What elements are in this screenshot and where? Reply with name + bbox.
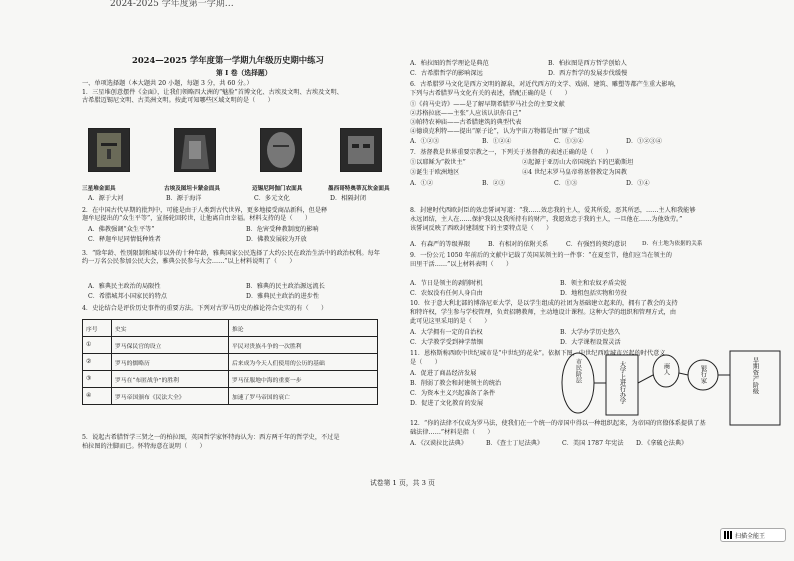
q11-option-c: C．为资本主义兴起准备了条件: [410, 390, 496, 397]
row-number: ②: [83, 354, 112, 371]
q2-option-a: A．佛教强调“众生平等”: [88, 226, 155, 233]
row-number: ①: [83, 337, 112, 354]
q6-option-d: D．①②③④: [626, 138, 662, 145]
q6-option-c: C．①③④: [554, 138, 584, 145]
th-inference: 推论: [229, 320, 378, 337]
q5-stem-2: 柏拉图的注脚而已。怀特海意在说明（ ）: [82, 443, 206, 450]
q9-option-b: B．领主和农奴矛盾尖锐: [560, 280, 627, 287]
diagram-connector: [679, 373, 688, 375]
q6-option-b: B．①②④: [482, 138, 512, 145]
table-row: [83, 354, 378, 371]
q11-option-d: D．促进了文化教育的发展: [410, 400, 484, 407]
row-inference: 后来成为今天人们使用的公历的基础: [229, 354, 378, 371]
th-number: 序号: [83, 320, 112, 337]
q7-item-4: ④4 世纪末罗马皇帝将基督教定为国教: [522, 169, 627, 176]
q7-item-1: ①以耶稣为“救世主”: [410, 159, 466, 166]
q5-option-c: C．古希腊哲学的影响深远: [410, 70, 483, 77]
q4-stem: 4．史论结合是评价历史事件的重要方法。下列对古罗马历史的推论符合史实的有（ ）: [82, 305, 328, 312]
q5-stem-1: 5．说起古希腊哲学三贤之一的柏拉图，英国哲学家怀特海认为：西方两千年的哲学史，不过是: [82, 434, 340, 441]
q11-option-b: B．削弱了教会和封建领主的统治: [410, 380, 502, 387]
q11-stem-1: 11．恩格斯称西欧中世纪城市是“中世纪的花朵”。依据下图，中世纪西欧城市兴起的时代意义: [410, 350, 666, 357]
q12-option-b: B．《查士丁尼法典》: [486, 440, 544, 447]
q8-option-a: A．有森严的等级界限: [410, 241, 471, 248]
caption-1: 三星堆金面具: [82, 186, 116, 192]
q1-stem-2: 古希腊迈锡尼文明、古美洲文明。按此可知哪些区域文明的是（ ）: [82, 97, 274, 104]
q12-option-c: C．美国 1787 年宪法: [562, 440, 624, 447]
q2-stem-2: 迦牟尼提出的“众生平等”，宣扬轮回转世，让他离自由幸福。材料支持的是（ ）: [82, 215, 312, 222]
q8-stem-3: 该誓词反映了西欧封建制度下的主要特点是（ ）: [410, 225, 553, 232]
diagram-label-2: 大学上进行办学: [618, 361, 626, 405]
q9-option-d: D．地租包括实物和劳役: [560, 290, 627, 297]
caption-2: 古埃及图坦卡蒙金面具: [164, 186, 220, 192]
q10-option-a: A．大学拥有一定的自治权: [410, 329, 483, 336]
q7-option-d: D．①④: [626, 180, 650, 187]
q8-option-b: B．有相对的依附关系: [488, 241, 549, 248]
q3-option-c: C．希腊城邦小国家民的特点: [88, 293, 167, 300]
q11-stem-2: 是（ ）: [410, 359, 441, 366]
q9-option-a: A．节日是领主的剥削时机: [410, 280, 483, 287]
scanner-watermark: [720, 528, 786, 542]
q6-stem-2: 下列与古希腊罗马文化有关的表述，搭配正确的是（ ）: [410, 90, 571, 97]
row-inference: 加速了罗马帝国的衰亡: [229, 388, 378, 405]
diagram-label-5: 早期资产阶级: [751, 357, 759, 395]
mask-image-tutankhamun: [174, 128, 216, 172]
diagram-label-3: 商人: [662, 363, 670, 376]
row-number: ③: [83, 371, 112, 388]
mask-image-sanxingdui: [88, 128, 130, 172]
row-fact: 罗马保民官的设立: [112, 337, 229, 354]
q12-option-d: D．《拿破仑法典》: [636, 440, 688, 447]
q8-option-c: C．有强烈的契约意识: [566, 241, 627, 248]
q12-stem-2: 础法律……”材料是指（ ）: [410, 429, 494, 436]
th-fact: 史实: [112, 320, 229, 337]
q2-option-c: C．释迦牟尼同情低种姓者: [88, 236, 161, 243]
q5-option-a: A．柏拉图的哲学理论是典范: [410, 60, 489, 67]
q7-option-c: C．①③: [554, 180, 578, 187]
q6-item-2: ②苏格拉底——主张“人应该认识你自己”: [410, 110, 522, 117]
q10-option-d: D．大学课程设置灵活: [560, 339, 621, 346]
qr-icon: [724, 531, 732, 539]
q10-stem-2: 和特许权，学生参与学校管理，负责招聘教师，主动地设计课程。这种大学的组织和管理方式，由: [410, 309, 677, 316]
q10-stem-1: 10．位于意大利北部的博洛尼亚大学，是以学生组成的社团为基础建立起来的，拥有了教会的支持: [410, 300, 678, 307]
q3-option-a: A．雅典民主政治的局限性: [88, 283, 161, 290]
q2-option-d: D．佛教发展较为开放: [246, 236, 307, 243]
row-fact: 罗马的儒略历: [112, 354, 229, 371]
q6-item-4: ④德谟克利特——提出“原子论”，认为宇宙万物都是由“原子”组成: [410, 128, 590, 135]
q3-option-d: D．雅典民主政治的进步性: [246, 293, 320, 300]
q9-stem-1: 9．一份公元 1050 年前后的文献中记载了英国某领主的一件事：“在夏至节，他们应当在领主的: [410, 252, 672, 259]
instructions: 一、单项选择题（本大题共 20 小题，每题 3 分，共 60 分。）: [82, 80, 253, 87]
table-row: [83, 388, 378, 405]
watermark-label: 扫描全能王: [735, 532, 766, 540]
q1-option-d: D．相隔封闭: [330, 195, 366, 202]
q5-option-d: D．西方哲学的发展步伐缓慢: [548, 70, 628, 77]
q2-stem-1: 2．在中国古代早期的批判中，可能是由于人类到古代世界，更多地接受商品新科，但是释: [82, 207, 328, 214]
q7-option-a: A．①②: [410, 180, 434, 187]
q1-option-b: B．源于海洋: [166, 195, 202, 202]
q3-stem-1: 3．“除年龄、性别限制和城市以外的十种年龄，雅典国家公民选择了大约公民在政治生活中的政治权利。每年: [82, 250, 380, 257]
row-inference: 平民对贵族斗争的一次胜利: [229, 337, 378, 354]
q10-option-c: C．大学教学受到神学禁锢: [410, 339, 483, 346]
q7-item-2: ②起源于亚历山大帝国统治下的巴勒斯坦: [522, 159, 634, 166]
q9-stem-2: 田里干活……”以上材料表明（ ）: [410, 261, 513, 268]
top-cut-header: 2024-2025 学年度第一学期…: [110, 0, 234, 9]
q1-option-c: C．多元文化: [254, 195, 290, 202]
q7-option-b: B．②③: [482, 180, 506, 187]
q8-stem-1: 8．封建时代西欧封臣的效忠誓词写道：“我……效忠我的主人，爱其所爱，恶其所恶，……主人和我能够: [410, 207, 696, 214]
q2-option-b: B．危害受种教制度的影响: [246, 226, 319, 233]
q3-option-b: B．雅典的民主政治源远流长: [246, 283, 325, 290]
q1-stem-1: 1．三星堆创意摆件《金面》，让我们领略四大洲的“魅脸”首博文化、古埃及文明、古埃及文明、: [82, 89, 343, 96]
q10-option-b: B．大学办学历史悠久: [560, 329, 621, 336]
q6-stem-1: 6．古希腊罗马文化是西方文明的源泉，对近代西方的文学、戏剧、建筑、雕塑等都产生重大影响，: [410, 81, 680, 88]
mask-image-teotihuacan: [340, 128, 382, 172]
page-title: 2024—2025 学年度第一学期九年级历史期中练习: [132, 55, 324, 65]
table-row: [83, 337, 378, 354]
q8-stem-2: 永远团结，主人在……保护我以及我所持有的财产，我愿效忠于我的主人，一旦他在……为他效劳。”: [410, 216, 683, 223]
q12-option-a: A．《汉谟拉比法典》: [410, 440, 468, 447]
q3-stem-2: 约一万名公民参加公民大会，雅典公民参与大会……”以上材料说明了（ ）: [82, 258, 296, 265]
page-footer: 试卷第 1 页，共 3 页: [370, 479, 435, 487]
q6-item-3: ③帕特农神庙——古希腊建筑的典型代表: [410, 119, 522, 126]
diagram-label-1: 市民阶层: [574, 358, 582, 384]
q11-diagram: [558, 345, 788, 435]
mask-image-agamemnon: [260, 128, 302, 172]
caption-4: 墨西哥特奥蒂瓦坎金面具: [328, 186, 390, 192]
diagram-connector: [638, 375, 653, 383]
section-title: 第 I 卷（选择题）: [216, 69, 272, 77]
row-fact: 罗马在“布匿战争”的胜利: [112, 371, 229, 388]
q5-option-b: B．柏拉图是西方哲学创始人: [548, 60, 627, 67]
table-row: [83, 371, 378, 388]
q4-table: [82, 319, 378, 405]
table-header-row: [83, 320, 378, 337]
q7-stem: 7．基督教是世界重要宗教之一，下列关于基督教的表述正确的是（ ）: [410, 149, 612, 156]
q9-option-c: C．农奴没有任何人身自由: [410, 290, 483, 297]
row-fact: 罗马帝国颁布《民法大全》: [112, 388, 229, 405]
diagram-label-4: 银行家: [699, 365, 707, 384]
q7-item-3: ③诞生于欧洲地区: [410, 169, 460, 176]
caption-3: 迈锡尼阿伽门农面具: [252, 186, 303, 192]
q1-option-a: A．源于大河: [88, 195, 124, 202]
row-number: ④: [83, 388, 112, 405]
row-inference: 罗马征服地中海的重要一步: [229, 371, 378, 388]
q6-item-1: ①《荷马史诗》——是了解早期希腊罗马社会的主要文献: [410, 101, 565, 108]
q12-stem-1: 12．“你的法律不仅成为罗马法，使我们在一个统一的帝国中得以一种组织起来，为帝国的官僚体系提供了基: [410, 420, 706, 427]
q6-option-a: A．①②③: [410, 138, 440, 145]
q8-option-d: D．有土地为依据的关系: [642, 241, 703, 247]
q11-option-a: A．促进了商品经济发展: [410, 370, 477, 377]
q10-stem-3: 此可见这里采用的是（ ）: [410, 318, 491, 325]
